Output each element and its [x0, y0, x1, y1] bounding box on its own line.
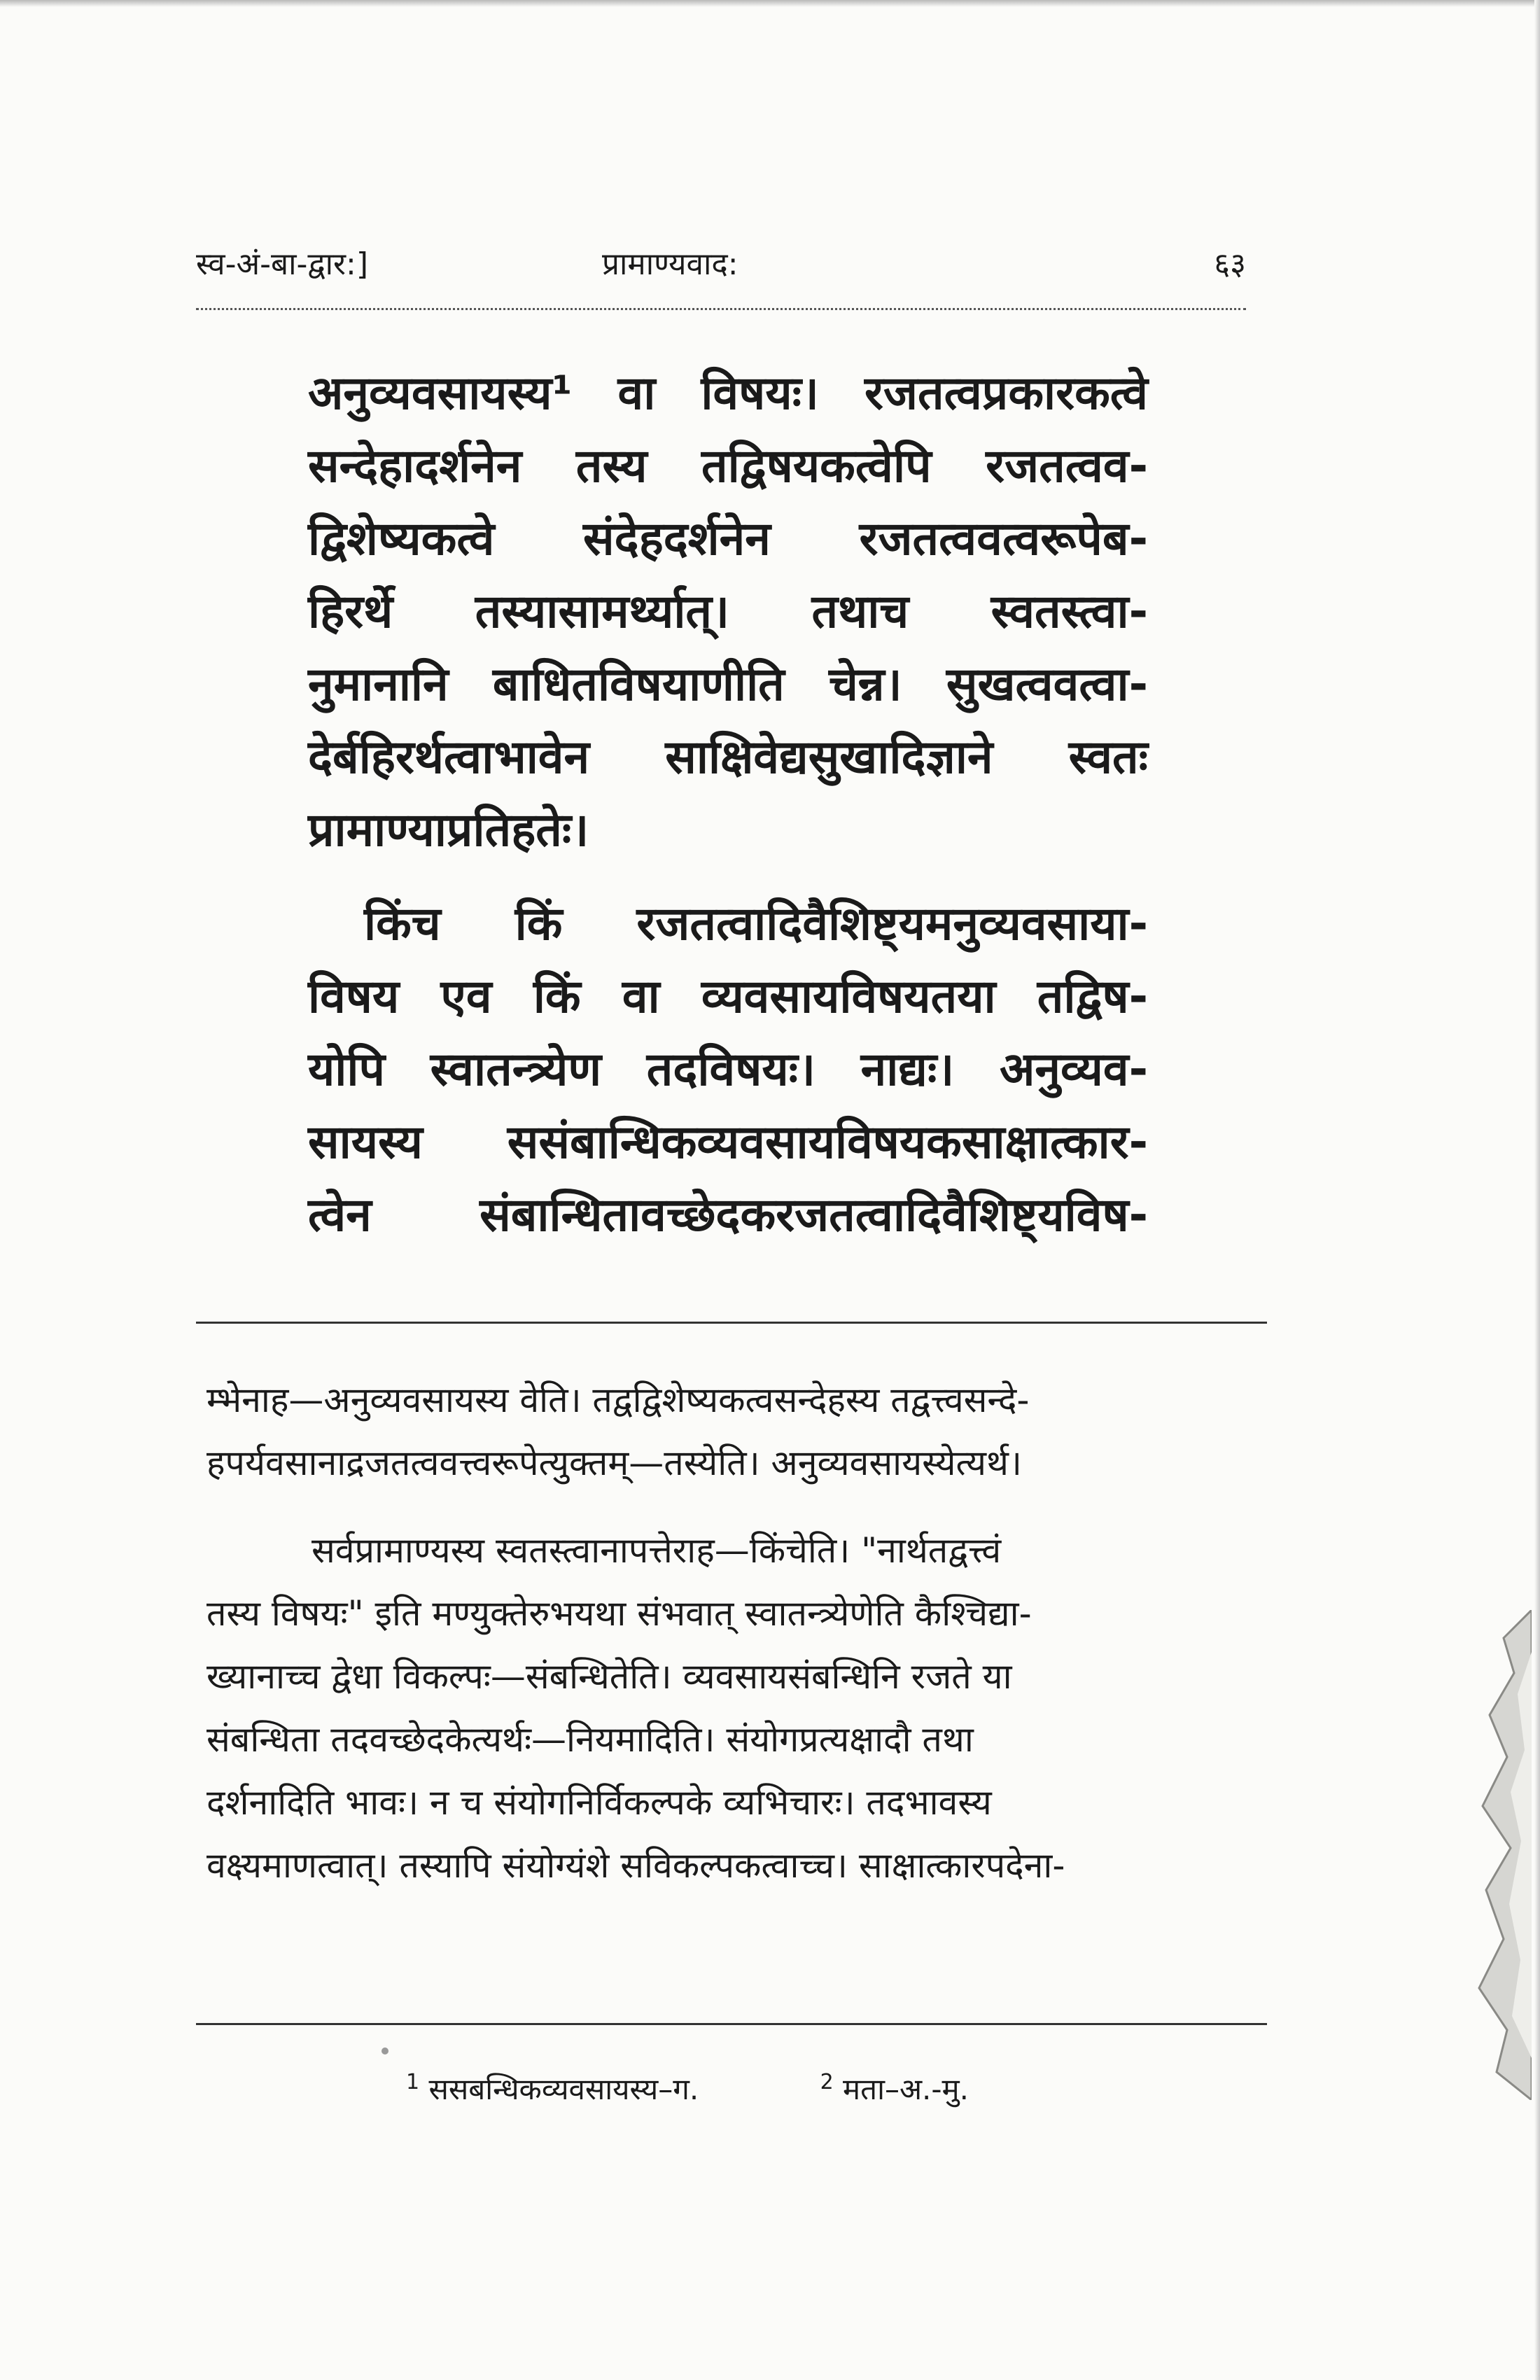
main-line: प्रामाण्याप्रतिहतेः।	[308, 803, 589, 857]
commentary-line: तस्य विषयः" इति मण्युक्तेरुभयथा संभवात् स्वातन्त्र्येणेति कैश्चिद्या-	[206, 1593, 1032, 1634]
footnote-text: मता–अ.-मु.	[843, 2072, 969, 2106]
main-line: अनुव्यवसायस्य¹ वा विषयः। रजतत्वप्रकारकत्वे	[308, 366, 1148, 420]
running-head-title: प्रामाण्यवाद:	[602, 246, 738, 282]
footnotes	[406, 2058, 1246, 2114]
main-line: विषय एव किं वा व्यवसायविषयतया तद्विष-	[308, 969, 1148, 1023]
commentary-line: वक्ष्यमाणत्वात्। तस्यापि संयोग्यंशे सविकल्पकत्वाच्च। साक्षात्कारपदेना-	[206, 1845, 1065, 1886]
footnote-divider	[196, 2023, 1267, 2025]
main-line: योपि स्वातन्त्र्येण तदविषयः। नाद्यः। अनुव्यव-	[308, 1042, 1148, 1096]
scan-right-edge	[1534, 0, 1540, 2380]
main-line: सन्देहादर्शनेन तस्य तद्विषयकत्वेपि रजतत्वव-	[308, 439, 1148, 493]
main-line: नुमानानि बाधितविषयाणीति चेन्न। सुखत्ववत्वा-	[308, 657, 1148, 711]
running-head	[196, 241, 1246, 290]
page-number: ६३	[1214, 246, 1246, 282]
scan-top-edge	[0, 0, 1540, 7]
main-line: हिरर्थे तस्यासामर्थ्यात्। तथाच स्वतस्त्वा-	[308, 584, 1148, 638]
commentary-line: ख्यानाच्च द्वेधा विकल्पः—संबन्धितेति। व्यवसायसंबन्धिनि रजते या	[206, 1656, 1012, 1697]
footnote-number: 1	[406, 2070, 420, 2094]
main-text	[308, 357, 1148, 1252]
running-head-section: स्व-अं-बा-द्वार:]	[196, 246, 369, 282]
footnote-text: ससबन्धिकव्यवसायस्य–ग.	[428, 2072, 699, 2106]
footnote	[820, 2058, 969, 2114]
main-line: किंच किं रजतत्वादिवैशिष्ट्यमनुव्यवसाया-	[364, 897, 1148, 951]
commentary-divider	[196, 1322, 1267, 1324]
header-divider	[196, 308, 1246, 310]
main-line: सायस्य ससंबान्धिकव्यवसायविषयकसाक्षात्कार-	[308, 1115, 1148, 1169]
footnote	[406, 2058, 699, 2114]
commentary-line: म्भेनाह—अनुव्यवसायस्य वेति। तद्वद्विशेष्यकत्वसन्देहस्य तद्वत्त्वसन्दे-	[206, 1380, 1030, 1420]
commentary-line: सर्वप्रामाण्यस्य स्वतस्त्वानापत्तेराह—किंचेति। "नार्थतद्वत्त्वं	[312, 1530, 1002, 1571]
main-line: द्विशेष्यकत्वे संदेहदर्शनेन रजतत्ववत्वरूपेब-	[308, 512, 1148, 566]
main-line: त्वेन संबान्धितावच्छेदकरजतत्वादिवैशिष्ट्यविष-	[308, 1188, 1148, 1242]
commentary-line: हपर्यवसानाद्रजतत्ववत्त्वरूपेत्युक्तम्—तस्येति। अनुव्यवसायस्येत्यर्थ।	[206, 1443, 1022, 1483]
scan-speck	[382, 2047, 388, 2054]
footnote-number: 2	[820, 2070, 834, 2094]
main-line: देर्बहिरर्थत्वाभावेन साक्षिवेद्यसुखादिज्ञाने स्वतः	[308, 730, 1148, 784]
torn-page-edge	[1448, 1610, 1532, 2100]
commentary	[206, 1368, 1292, 1897]
commentary-line: संबन्धिता तदवच्छेदकेत्यर्थः—नियमादिति। संयोगप्रत्यक्षादौ तथा	[206, 1719, 974, 1760]
commentary-line: दर्शनादिति भावः। न च संयोगनिर्विकल्पके व्यभिचारः। तदभावस्य	[206, 1782, 992, 1823]
